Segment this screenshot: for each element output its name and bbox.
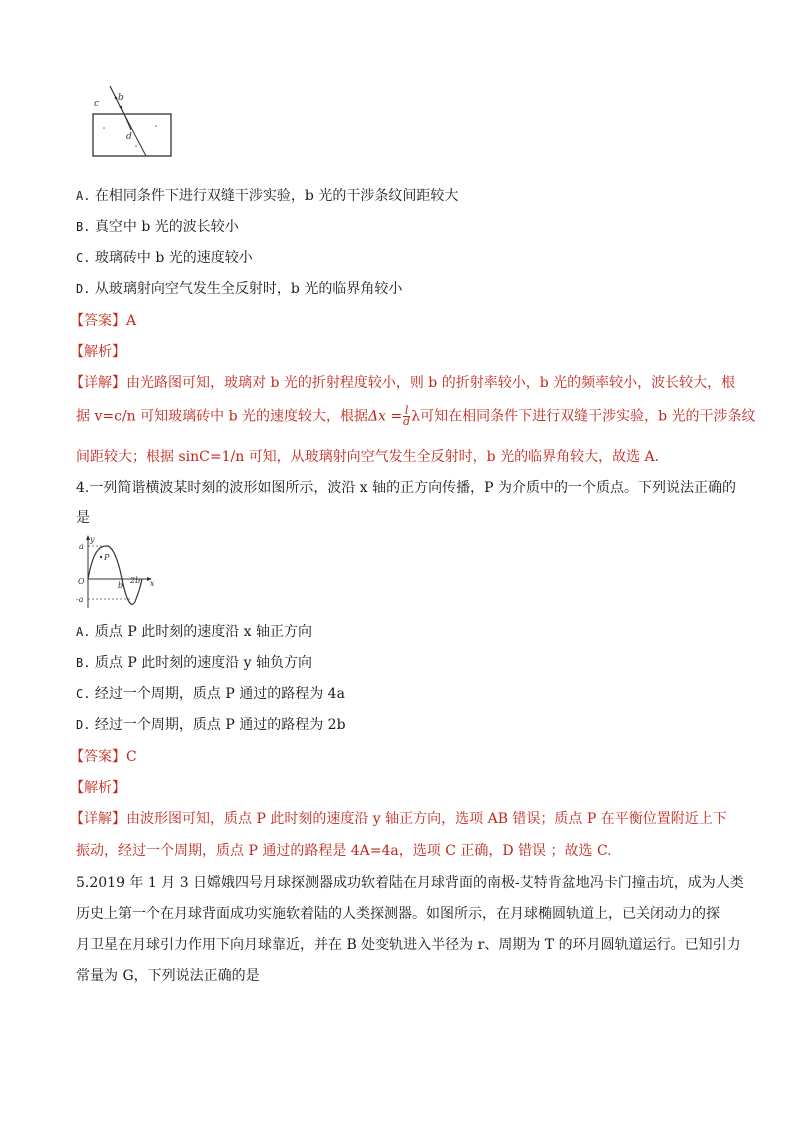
- fraction-l-over-d: $\frac{l}{d}$: [403, 404, 411, 428]
- q3-analysis-label: 【解析】: [70, 344, 126, 360]
- q4-option-d: D. 经过一个周期，质点 P 通过的路程为 2b: [76, 717, 346, 733]
- q3-detail-line2: 据 v=c/n 可知玻璃砖中 b 光的速度较大，根据Δx = $\frac{l}{d}$ λ可知在相同条件下进行双缝干涉实验，b 光的干涉条纹: [76, 404, 756, 428]
- label-2b: 2b: [130, 576, 141, 585]
- label-y: y: [90, 535, 95, 544]
- q4-option-a: A. 质点 P 此时刻的速度沿 x 轴正方向: [76, 624, 313, 640]
- label-c: c: [94, 99, 100, 109]
- q4-stem-line2: 是: [76, 510, 90, 526]
- q5-stem-line1: 5.2019 年 1 月 3 日嫦娥四号月球探测器成功软着陆在月球背面的南极-艾特肯盆地冯卡门撞击坑，成为人类: [76, 875, 744, 891]
- q3-option-c: C. 玻璃砖中 b 光的速度较小: [76, 250, 253, 266]
- q5-stem-line3: 月卫星在月球引力作用下向月球靠近，并在 B 处变轨进入半径为 r、周期为 T 的环月圆轨道运行。已知引力: [76, 937, 741, 953]
- q5-stem-line2: 历史上第一个在月球背面成功实施软着陆的人类探测器。如图所示，在月球椭圆轨道上，已关闭动力的探: [76, 906, 720, 922]
- label-a: a: [79, 542, 84, 551]
- q4-option-c: C. 经过一个周期，质点 P 通过的路程为 4a: [76, 686, 345, 702]
- q4-answer: 【答案】C: [70, 749, 137, 765]
- q4-stem-line1: 4.一列简谐横波某时刻的波形如图所示，波沿 x 轴的正方向传播，P 为介质中的一个质点。下列说法正确的: [76, 480, 737, 496]
- q4-option-b: B. 质点 P 此时刻的速度沿 y 轴负方向: [76, 655, 313, 671]
- q3-detail-line1: 【详解】由光路图可知，玻璃对 b 光的折射程度较小，则 b 的折射率较小，b 光的频率较小，波长较大，根: [70, 375, 736, 391]
- point-p: [100, 556, 102, 558]
- q3-option-b: B. 真空中 b 光的波长较小: [76, 219, 239, 235]
- q3-option-d: D. 从玻璃射向空气发生全反射时，b 光的临界角较小: [76, 281, 403, 297]
- label-p: P: [104, 553, 110, 562]
- q3-option-a: A. 在相同条件下进行双缝干涉实验，b 光的干涉条纹间距较大: [76, 188, 459, 204]
- q5-stem-line4: 常量为 G，下列说法正确的是: [76, 968, 260, 984]
- label-b: b: [118, 93, 124, 103]
- glass-block: [93, 114, 171, 156]
- q4-detail-line2: 振动，经过一个周期，质点 P 通过的路程是 4A=4a，选项 C 正确，D 错误 ；故选 C.: [76, 843, 612, 859]
- label-x: x: [150, 579, 155, 588]
- q4-analysis-label: 【解析】: [70, 780, 126, 796]
- label-neg-a: -a: [76, 595, 84, 604]
- label-d: d: [126, 132, 132, 142]
- q4-detail-line1: 【详解】由波形图可知，质点 P 此时刻的速度沿 y 轴正方向，选项 AB 错误；质点 P 在平衡位置附近上下: [70, 811, 727, 827]
- label-o: O: [78, 577, 85, 586]
- label-b: b: [118, 581, 124, 590]
- refraction-figure: [86, 84, 186, 160]
- q3-answer: 【答案】A: [70, 313, 137, 329]
- wave-figure: [74, 534, 158, 612]
- q3-detail-line3: 间距较大；根据 sinC=1/n 可知，从玻璃射向空气发生全反射时，b 光的临界角较大，故选 A.: [76, 449, 660, 465]
